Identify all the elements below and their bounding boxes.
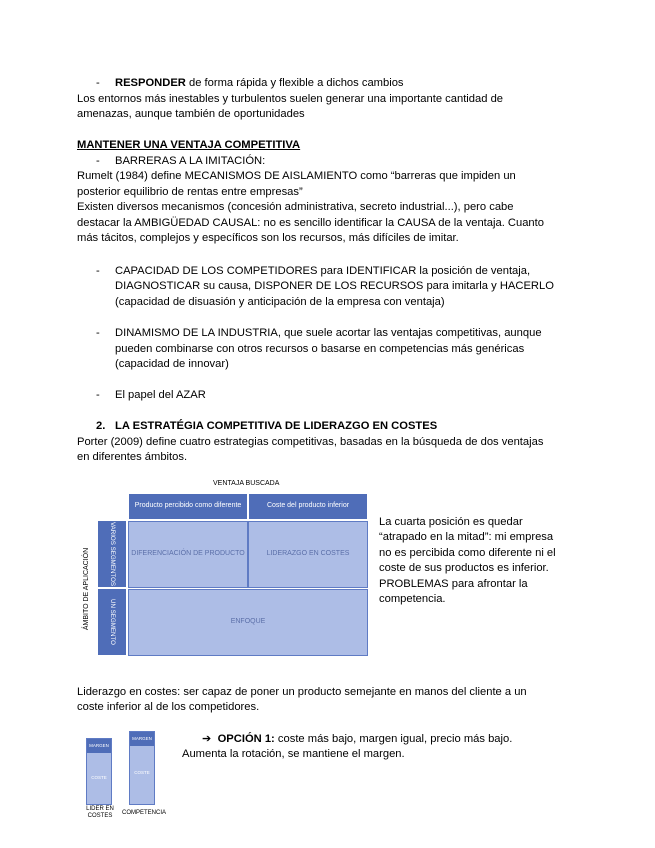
cell-differentiation: DIFERENCIACIÓN DE PRODUCTO bbox=[128, 521, 248, 588]
option-label: OPCIÓN 1: bbox=[217, 733, 275, 745]
bar-cost-leader bbox=[86, 738, 112, 805]
cell-cost-leadership: LIDERAZGO EN COSTES bbox=[248, 521, 368, 588]
bullet-line: CAPACIDAD DE LOS COMPETIDORES para IDENTIFICAR la posición de ventaja, bbox=[115, 265, 531, 277]
note-line: no es percibida como diferente ni el bbox=[379, 547, 556, 559]
bullet-dash: - bbox=[96, 155, 100, 167]
option-1-line bbox=[202, 732, 512, 748]
note-line: competencia. bbox=[379, 593, 446, 605]
paragraph-line: Los entornos más inestables y turbulentos suelen generar una importante cantidad de bbox=[77, 93, 504, 105]
paragraph-line: Liderazgo en costes: ser capaz de poner un producto semejante en manos del cliente a un bbox=[77, 686, 527, 698]
bar-competition bbox=[129, 731, 155, 805]
note-line: La cuarta posición es quedar bbox=[379, 516, 523, 528]
paragraph-line: Rumelt (1984) define MECANISMOS DE AISLAMIENTO como “barreras que impiden un bbox=[77, 170, 516, 182]
bar-cost-segment: COSTE bbox=[130, 746, 154, 804]
paragraph-line: amenazas, aunque también de oportunidades bbox=[77, 108, 305, 120]
row-header-various-text: VARIOS SEGMENTOS bbox=[109, 521, 116, 587]
arrow-icon: ➔ bbox=[202, 733, 212, 745]
row-header-one-segment-text: UN SEGMENTO bbox=[109, 599, 116, 645]
bullet-line: DINAMISMO DE LA INDUSTRIA, que suele acortar las ventajas competitivas, aunque bbox=[115, 327, 542, 339]
paragraph-line: destacar la AMBIGÜEDAD CAUSAL: no es sencillo identificar la CAUSA de la ventaja. Cuanto bbox=[77, 217, 544, 229]
cell-focus: ENFOQUE bbox=[128, 589, 368, 656]
section-heading: MANTENER UNA VENTAJA COMPETITIVA bbox=[77, 139, 301, 151]
note-line: coste de sus productos es inferior. bbox=[379, 562, 549, 574]
option-1-line2: Aumenta la rotación, se mantiene el margen. bbox=[182, 748, 405, 760]
bullet-dash: - bbox=[96, 389, 100, 401]
bold-text: RESPONDER bbox=[115, 77, 186, 89]
bullet-line: (capacidad de innovar) bbox=[115, 358, 229, 370]
subheading: BARRERAS A LA IMITACIÓN: bbox=[115, 155, 266, 167]
column-header-differentiated: Producto percibido como diferente bbox=[128, 493, 248, 520]
diagram-side-label: ÁMBITO DE APLICACIÓN bbox=[83, 547, 90, 631]
paragraph-line: más tácitos, complejos y específicos son los recursos, más difíciles de imitar. bbox=[77, 232, 459, 244]
bullet-line: El papel del AZAR bbox=[115, 389, 206, 401]
section-number: 2. bbox=[96, 420, 106, 432]
section-heading: LA ESTRATÉGIA COMPETITIVA DE LIDERAZGO EN COSTES bbox=[115, 420, 438, 432]
option-text: coste más bajo, margen igual, precio más bajo. bbox=[274, 733, 513, 745]
paragraph-line: Existen diversos mecanismos (concesión administrativa, secreto industrial...), pero cabe bbox=[77, 201, 514, 213]
bullet-line: DIAGNOSTICAR su causa, DISPONER DE LOS RECURSOS para imitarla y HACERLO bbox=[115, 280, 554, 292]
bullet-dash: - bbox=[96, 77, 100, 89]
diagram-top-label: VENTAJA BUSCADA bbox=[213, 480, 280, 487]
text: de forma rápida y flexible a dichos cambios bbox=[185, 77, 404, 89]
bullet-dash: - bbox=[96, 265, 100, 277]
paragraph-line: en diferentes ámbitos. bbox=[77, 451, 188, 463]
note-line: “atrapado en la mitad”: mi empresa bbox=[379, 531, 554, 543]
paragraph-line: Porter (2009) define cuatro estrategias competitivas, basadas en la búsqueda de dos ventajas bbox=[77, 436, 544, 448]
note-line: PROBLEMAS para afrontar la bbox=[379, 578, 528, 590]
bullet-dash: - bbox=[96, 327, 100, 339]
bar-label-competition: COMPETENCIA bbox=[121, 810, 166, 816]
bar-margin-segment: MARGEN bbox=[87, 739, 111, 753]
bullet-responder bbox=[115, 76, 404, 92]
paragraph-line: posterior equilibrio de rentas entre empresas” bbox=[77, 186, 303, 198]
bar-cost-segment: COSTE bbox=[87, 753, 111, 804]
column-header-lower-cost: Coste del producto inferior bbox=[248, 493, 368, 520]
bar-margin-segment: MARGEN bbox=[130, 732, 154, 746]
bullet-line: pueden combinarse con otros recursos o basarse en competencias más genéricas bbox=[115, 343, 525, 355]
bar-label-leader: LIDER EN COSTES bbox=[86, 806, 114, 819]
paragraph-line: coste inferior al de los competidores. bbox=[77, 701, 260, 713]
bullet-line: (capacidad de disuasión y anticipación de la empresa con ventaja) bbox=[115, 296, 445, 308]
